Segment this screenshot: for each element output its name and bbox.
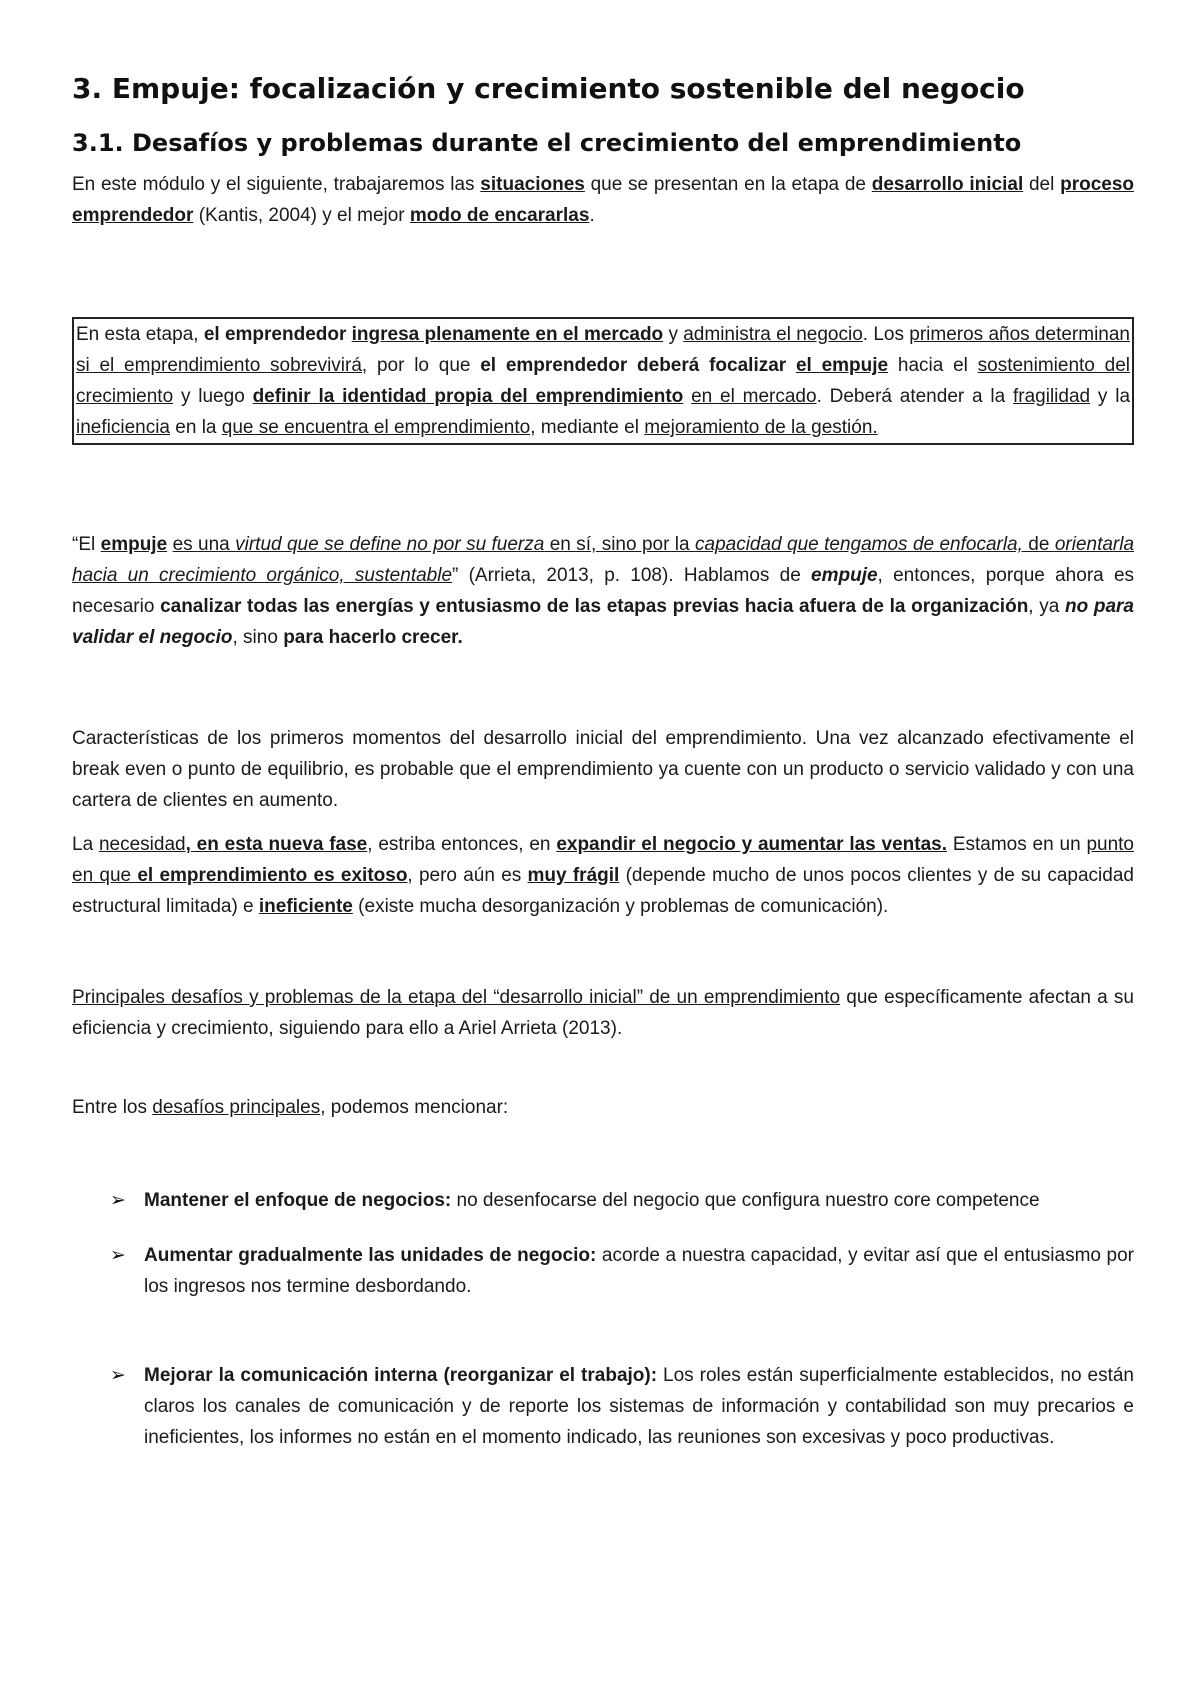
emphasis: en el mercado — [691, 386, 817, 407]
arrow-bullet-icon: ➢ — [110, 1189, 126, 1211]
emphasis: ineficiencia — [76, 417, 170, 438]
emphasis: el emprendedor deberá focalizar — [480, 355, 796, 376]
emphasis: muy frágil — [527, 865, 620, 886]
text: La — [72, 834, 99, 855]
emphasis: definir la identidad propia del emprendimiento — [252, 386, 684, 407]
text: que se presentan en la etapa de — [584, 174, 872, 195]
text: que específicamente afectan a su eficiencia y crecimiento, siguiendo para ello a Ariel Arrieta (2013). — [72, 987, 1134, 1039]
emphasis: ineficiente — [258, 896, 353, 917]
emphasis: fragilidad — [1013, 386, 1091, 407]
emphasis: desafíos principales — [152, 1097, 321, 1118]
text: . Deberá atender a la — [816, 386, 1013, 407]
list-item-title: Aumentar gradualmente las unidades de negocio: — [144, 1245, 597, 1266]
list-item — [72, 1240, 1134, 1302]
principales-paragraph — [72, 982, 1134, 1044]
emphasis: mejoramiento de la gestión. — [644, 417, 878, 438]
list-item — [72, 1360, 1134, 1453]
emphasis: que se encuentra el emprendimiento — [221, 417, 531, 438]
text: (depende mucho de unos pocos clientes y de su capacidad estructural limitada) e — [72, 865, 1134, 917]
text: (Kantis, 2004) y el mejor — [193, 205, 410, 226]
emphasis: el emprendedor — [203, 324, 352, 345]
text: en la — [170, 417, 222, 438]
emphasis: es una — [172, 534, 236, 555]
document-page — [72, 72, 1134, 1453]
text: y la — [1090, 386, 1131, 407]
emphasis: orientarla hacia un crecimiento orgánico, sustentable — [72, 534, 1135, 586]
text: , podemos mencionar: — [320, 1097, 509, 1118]
text: hacia el — [888, 355, 978, 376]
list-item-text: Los roles están superficialmente establecidos, no están claros los canales de comunicación y de reporte los sistemas de información y contabilidad son muy precarios e ineficientes, los informes no están en el momento indicado, las reuniones son excesivas y poco productivas. — [144, 1365, 1134, 1448]
text: y luego — [173, 386, 253, 407]
highlight-box — [72, 317, 1134, 445]
intro-paragraph — [72, 169, 1134, 231]
emphasis: primeros años determinan si el emprendimiento sobrevivirá — [76, 324, 1130, 376]
list-item-text: acorde a nuestra capacidad, y evitar así que el entusiasmo por los ingresos nos termine desbordando. — [144, 1245, 1134, 1297]
arrow-bullet-icon: ➢ — [110, 1364, 126, 1386]
text: (existe mucha desorganización y problemas de comunicación). — [352, 896, 889, 917]
text: Entre los — [72, 1097, 153, 1118]
emphasis: el empuje — [795, 355, 889, 376]
text: , por lo que — [361, 355, 481, 376]
emphasis: modo de encararlas — [409, 205, 590, 226]
text: , entonces, porque ahora es necesario — [72, 565, 1135, 617]
list-item — [72, 1185, 1134, 1216]
text: . — [589, 205, 595, 226]
emphasis: ingresa plenamente en el mercado — [351, 324, 664, 345]
text: Estamos en un — [947, 834, 1087, 855]
emphasis: canalizar todas las energías y entusiasmo de las etapas previas hacia afuera de la organización — [160, 596, 1029, 617]
text: , estriba entonces, en — [367, 834, 557, 855]
text: y — [663, 324, 684, 345]
list-item-title: Mantener el enfoque de negocios: — [144, 1190, 452, 1211]
text: del — [1023, 174, 1061, 195]
emphasis: en sí, sino por la — [544, 534, 695, 555]
emphasis: empuje — [811, 565, 878, 586]
quote-paragraph — [72, 529, 1134, 653]
characteristics-paragraph: Características de los primeros momentos del desarrollo inicial del emprendimiento. Una vez alcanzado efectivamente el break even o punto de equilibrio, es probable que el emprendimiento ya cuente con un producto o servicio validado y con una cartera de clientes en aumento. — [72, 728, 1134, 811]
section-heading: 3. Empuje: focalización y crecimiento sostenible del negocio — [72, 72, 1025, 105]
emphasis: no para validar el negocio — [72, 596, 1134, 648]
emphasis: para hacerlo crecer. — [283, 627, 463, 648]
list-item-title: Mejorar la comunicación interna (reorganizar el trabajo): — [144, 1365, 658, 1386]
text: En este módulo y el siguiente, trabajaremos las — [72, 174, 481, 195]
emphasis: capacidad que tengamos de enfocarla, — [695, 534, 1023, 555]
text — [683, 386, 691, 407]
emphasis: , en esta nueva fase — [185, 834, 368, 855]
emphasis: proceso emprendedor — [72, 174, 1135, 226]
emphasis: expandir el negocio y aumentar las ventas. — [556, 834, 948, 855]
text: , mediante el — [530, 417, 645, 438]
necesidad-paragraph — [72, 829, 1134, 922]
emphasis: punto en que — [72, 834, 1134, 886]
emphasis: Principales desafíos y problemas de la etapa del “desarrollo inicial” de un emprendimiento — [72, 987, 841, 1008]
text: , sino — [232, 627, 284, 648]
text: ” (Arrieta, 2013, p. 108). Hablamos de — [452, 565, 812, 586]
emphasis: sostenimiento del crecimiento — [76, 355, 1130, 407]
emphasis: administra el negocio — [683, 324, 863, 345]
emphasis: de — [1022, 534, 1055, 555]
emphasis: virtud que se define no por su fuerza — [235, 534, 545, 555]
emphasis: desarrollo inicial — [871, 174, 1024, 195]
list-item-text: no desenfocarse del negocio que configura nuestro core competence — [451, 1190, 1040, 1211]
text: , ya — [1028, 596, 1065, 617]
subsection-heading: 3.1. Desafíos y problemas durante el crecimiento del emprendimiento — [72, 129, 1022, 157]
text: , pero aún es — [407, 865, 528, 886]
emphasis: situaciones — [480, 174, 585, 195]
text: “El — [72, 534, 101, 555]
emphasis: el emprendimiento es exitoso — [137, 865, 408, 886]
arrow-bullet-icon: ➢ — [110, 1244, 126, 1266]
emphasis: necesidad — [98, 834, 186, 855]
entre-paragraph — [72, 1092, 1134, 1123]
emphasis: empuje — [100, 534, 168, 555]
text: En esta etapa, — [76, 324, 204, 345]
text: . Los — [862, 324, 910, 345]
challenges-list — [72, 1185, 1134, 1453]
